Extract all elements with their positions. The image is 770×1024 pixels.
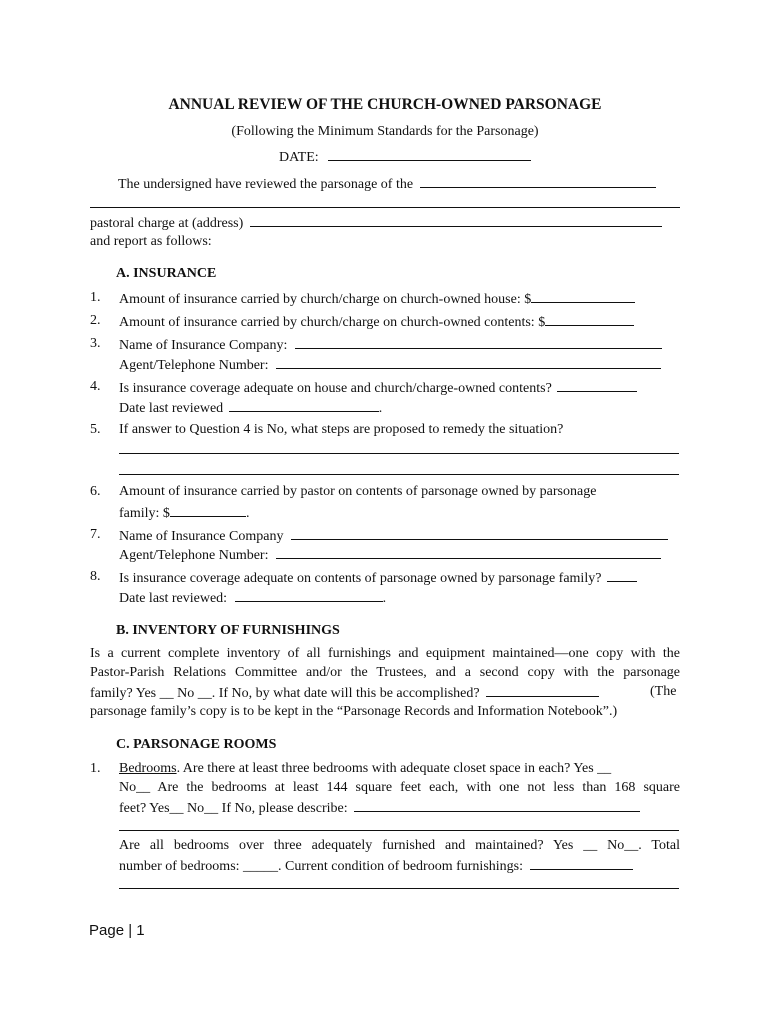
section-b-line-2: Pastor-Parish Relations Committee and/or the Trustees, and a second copy with the parsonage [90, 665, 680, 680]
item-c1-number: 1. [90, 761, 101, 776]
contents-insurance-amount-field[interactable] [545, 312, 634, 326]
remedy-answer-line-1[interactable] [119, 453, 679, 454]
agent-telephone-field[interactable] [276, 355, 661, 369]
date-label: DATE: [279, 150, 319, 165]
date-line [279, 147, 531, 167]
remedy-answer-line-2[interactable] [119, 474, 679, 475]
item-c1-line-3: feet? Yes__ No__ If No, please describe: [119, 798, 640, 818]
item-a8-number: 8. [90, 569, 101, 584]
family-coverage-adequate-field[interactable] [607, 568, 637, 582]
bedroom-description-line[interactable] [119, 830, 679, 831]
section-b-heading: B. INVENTORY OF FURNISHINGS [116, 623, 340, 638]
intro-line-2: pastoral charge at (address) [90, 213, 662, 233]
parsonage-name-field-cont[interactable] [90, 207, 680, 208]
item-a4: Is insurance coverage adequate on house and church/charge-owned contents? [119, 378, 637, 398]
item-a8-date: Date last reviewed: . [119, 588, 386, 608]
pastor-contents-amount-field[interactable] [170, 503, 246, 517]
item-a4-number: 4. [90, 379, 101, 394]
section-b-line-3: family? Yes __ No __. If No, by what date will this be accomplished? [90, 683, 599, 703]
bedrooms-title: Bedrooms [119, 761, 177, 776]
page-title: ANNUAL REVIEW OF THE CHURCH-OWNED PARSONAGE [168, 96, 602, 113]
date-last-reviewed-field[interactable] [229, 398, 379, 412]
item-a3-number: 3. [90, 336, 101, 351]
date-field[interactable] [328, 147, 531, 161]
section-b-line-4: parsonage family’s copy is to be kept in the “Parsonage Records and Information Notebook”.) [90, 704, 618, 719]
section-b-line-3-end: (The [650, 684, 677, 699]
item-c1-line-2: No__ Are the bedrooms at least 144 square feet each, with one not less than 168 square [119, 780, 680, 795]
item-a2: Amount of insurance carried by church/charge on church-owned contents: $ [119, 312, 634, 332]
item-a5-number: 5. [90, 422, 101, 437]
item-c1-line-4: Are all bedrooms over three adequately furnished and maintained? Yes __ No__. Total [119, 838, 680, 853]
item-c1-line-1: Bedrooms. Are there at least three bedrooms with adequate closet space in each? Yes __ [119, 761, 612, 776]
intro-line-1: The undersigned have reviewed the parsonage of the [118, 174, 656, 194]
bedroom-description-field[interactable] [354, 798, 640, 812]
item-a4-date: Date last reviewed . [119, 398, 382, 418]
family-date-last-reviewed-field[interactable] [235, 588, 383, 602]
pastor-agent-telephone-field[interactable] [276, 545, 661, 559]
parsonage-name-field[interactable] [420, 174, 656, 188]
section-b-line-1: Is a current complete inventory of all furnishings and equipment maintained—one copy with the [90, 646, 680, 661]
furnishings-condition-line[interactable] [119, 888, 679, 889]
item-a1-number: 1. [90, 290, 101, 305]
coverage-adequate-field[interactable] [557, 378, 637, 392]
house-insurance-amount-field[interactable] [531, 289, 635, 303]
item-a3: Name of Insurance Company: [119, 335, 662, 355]
pastor-insurance-company-field[interactable] [291, 526, 668, 540]
item-a2-number: 2. [90, 313, 101, 328]
section-c-heading: C. PARSONAGE ROOMS [116, 737, 277, 752]
section-a-heading: A. INSURANCE [116, 266, 217, 281]
item-a6-family: family: $ . [119, 503, 249, 523]
insurance-company-field[interactable] [295, 335, 662, 349]
item-a7: Name of Insurance Company [119, 526, 668, 546]
item-a5: If answer to Question 4 is No, what steps are proposed to remedy the situation? [119, 422, 564, 437]
inventory-date-field[interactable] [486, 683, 599, 697]
item-a6-number: 6. [90, 484, 101, 499]
item-a8: Is insurance coverage adequate on contents of parsonage owned by parsonage family? [119, 568, 637, 588]
page-number-footer: Page | 1 [89, 922, 145, 939]
item-a1: Amount of insurance carried by church/charge on church-owned house: $ [119, 289, 635, 309]
item-a7-agent: Agent/Telephone Number: [119, 545, 661, 565]
intro-line-3: and report as follows: [90, 234, 212, 249]
item-c1-line-5: number of bedrooms: _____. Current condition of bedroom furnishings: [119, 856, 633, 876]
furnishings-condition-field[interactable] [530, 856, 633, 870]
item-a3-agent: Agent/Telephone Number: [119, 355, 661, 375]
address-field[interactable] [250, 213, 662, 227]
item-a7-number: 7. [90, 527, 101, 542]
subtitle: (Following the Minimum Standards for the Parsonage) [231, 124, 539, 139]
item-a6: Amount of insurance carried by pastor on contents of parsonage owned by parsonage [119, 484, 597, 499]
